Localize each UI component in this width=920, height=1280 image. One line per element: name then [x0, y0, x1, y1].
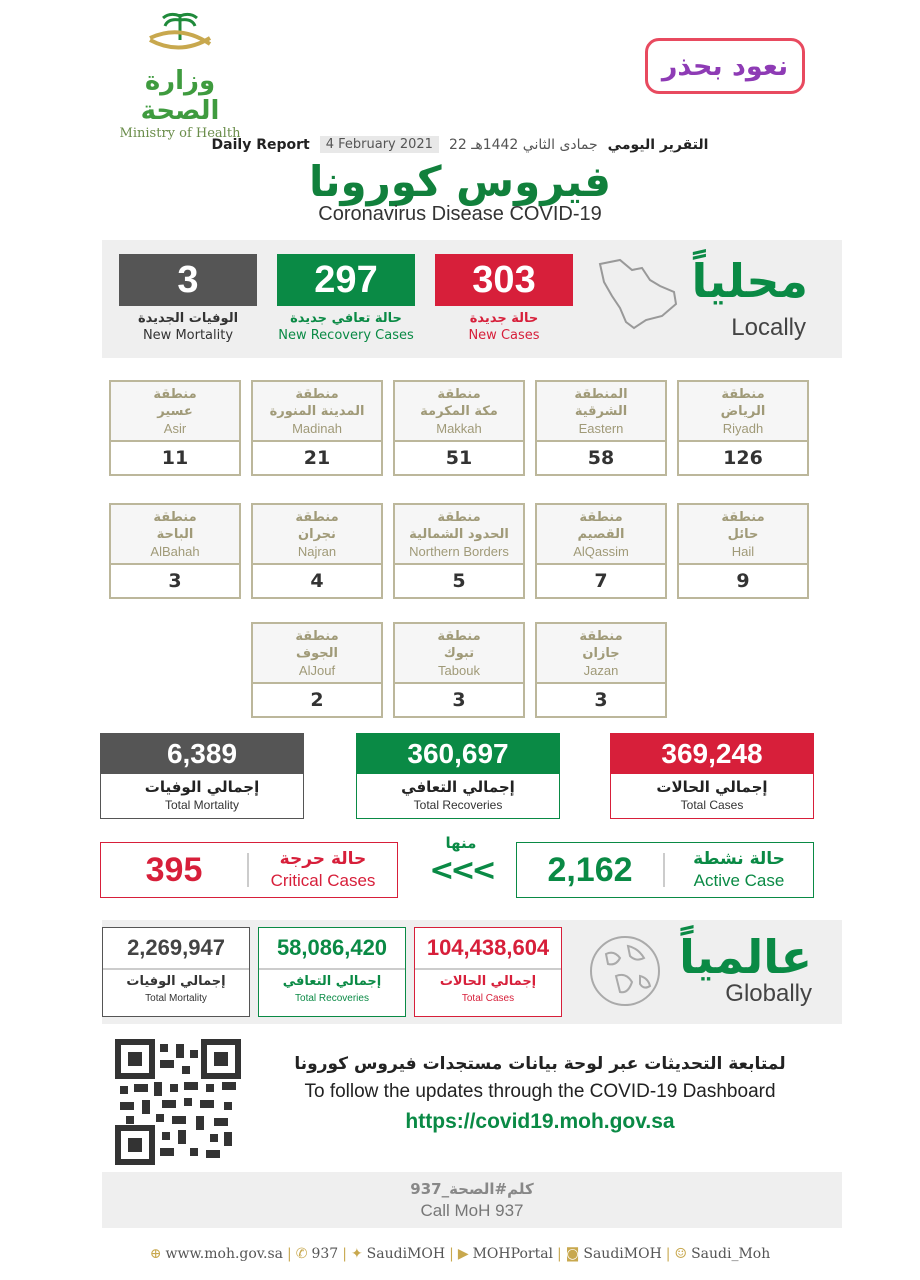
region-name-ar: الرياض: [720, 404, 766, 419]
region-card: [677, 503, 809, 599]
date-ar: 22 جمادى الثاني 1442هـ: [448, 136, 598, 153]
region-name-ar: جازان: [582, 646, 620, 661]
follow-arabic: لمتابعة التحديثات عبر لوحة بيانات مستجدات فيروس كورونا: [294, 1054, 786, 1074]
dashboard-follow: [260, 1050, 820, 1138]
region-name-ar: الحدود الشمالية: [409, 527, 509, 542]
total-mortality-value: 6,389: [101, 734, 303, 774]
region-name-en: Hail: [731, 544, 755, 559]
region-name-ar: الجوف: [296, 646, 338, 661]
region-card: [535, 380, 667, 476]
new-recovery-en: New Recovery Cases: [278, 328, 414, 343]
region-card: [109, 503, 241, 599]
web-icon: ⊕: [149, 1246, 162, 1262]
of-which-indicator: [416, 834, 506, 890]
of-which-label: منها: [445, 834, 477, 852]
region-value: 51: [445, 447, 473, 469]
active-cases-value: 2,162: [547, 850, 633, 889]
region-name-ar: القصيم: [577, 527, 625, 542]
critical-cases-box: [100, 842, 398, 898]
footer-youtube[interactable]: MOHPortal: [472, 1246, 554, 1262]
region-card: [251, 503, 383, 599]
global-mortality-value: 2,269,947: [103, 928, 249, 970]
globally-section: [102, 920, 842, 1024]
locally-title-en: Locally: [731, 314, 806, 341]
active-cases-box: [516, 842, 814, 898]
slogan-badge: نعود بحذر: [645, 38, 805, 94]
total-cases-ar: إجمالي الحالات: [656, 778, 768, 796]
new-cases-ar: حالة جديدة: [469, 311, 539, 326]
footer-links: ⊕ www.moh.gov.sa | ✆ 937 | ✦ SaudiMOH | ▶ MOHPortal | ◙ SaudiMOH | ☺ Saudi_Moh: [149, 1246, 771, 1262]
locally-title-ar: محلياً: [691, 254, 808, 308]
region-card: [677, 380, 809, 476]
title-english: Coronavirus Disease COVID-19: [318, 203, 602, 225]
region-name-ar: الباحة: [156, 527, 194, 542]
region-name-en: Riyadh: [722, 421, 764, 436]
region-prefix: منطقة: [579, 629, 623, 644]
region-prefix: منطقة: [721, 510, 765, 525]
global-recoveries-ar: إجمالي التعافي: [282, 974, 382, 989]
region-name-en: Madinah: [292, 421, 342, 436]
new-cases-en: New Cases: [468, 328, 540, 343]
dashboard-link[interactable]: https://covid19.moh.gov.sa: [405, 1110, 675, 1133]
region-prefix: منطقة: [437, 510, 481, 525]
globally-title-en: Globally: [725, 980, 812, 1007]
global-cases-ar: إجمالي الحالات: [439, 974, 537, 989]
region-prefix: منطقة: [721, 387, 765, 402]
footer-snapchat[interactable]: Saudi_Moh: [691, 1246, 771, 1262]
region-value: 4: [310, 570, 324, 592]
region-name-en: Najran: [297, 544, 337, 559]
region-name-ar: عسير: [157, 404, 193, 419]
new-recovery-label: [266, 310, 426, 344]
region-card: [251, 622, 383, 718]
global-recoveries-en: Total Recoveries: [295, 993, 369, 1004]
qr-code[interactable]: [114, 1038, 242, 1166]
region-card: [251, 380, 383, 476]
region-name-en: Asir: [163, 421, 187, 436]
active-cases-ar: حالة نشطة: [693, 849, 785, 869]
region-prefix: منطقة: [437, 629, 481, 644]
critical-cases-en: Critical Cases: [270, 871, 376, 890]
date-en: 4 February 2021: [320, 136, 439, 153]
region-card: [535, 503, 667, 599]
phone-icon: ✆: [295, 1246, 308, 1262]
region-prefix: منطقة: [295, 387, 339, 402]
total-cases: [610, 733, 814, 819]
call-english: Call MoH 937: [420, 1201, 524, 1220]
critical-cases-ar: حالة حرجة: [279, 849, 367, 869]
new-mortality-en: New Mortality: [142, 328, 234, 343]
report-line: [200, 136, 720, 153]
footer-phone[interactable]: 937: [311, 1246, 339, 1262]
logo-arabic: وزارة الصحة: [140, 66, 220, 126]
new-recovery-value: 297: [277, 254, 415, 306]
region-name-ar: حائل: [727, 527, 759, 542]
region-prefix: منطقة: [295, 629, 339, 644]
global-mortality-ar: إجمالي الوفيات: [126, 974, 226, 989]
region-value: 3: [594, 689, 608, 711]
region-value: 7: [594, 570, 608, 592]
footer-twitter[interactable]: SaudiMOH: [366, 1246, 446, 1262]
locally-section: [102, 240, 842, 358]
region-card: [535, 622, 667, 718]
global-cases-en: Total Cases: [461, 993, 515, 1004]
region-card: [393, 503, 525, 599]
new-recovery-ar: حالة تعافي جديدة: [290, 311, 402, 326]
active-cases-en: Active Case: [693, 871, 785, 890]
youtube-icon: ▶: [457, 1246, 469, 1262]
saudi-map-icon: [590, 252, 682, 332]
global-mortality-en: Total Mortality: [145, 993, 207, 1004]
region-name-ar: المدينة المنورة: [269, 404, 365, 419]
region-value: 9: [736, 570, 750, 592]
instagram-icon: ◙: [565, 1246, 580, 1262]
total-cases-value: 369,248: [611, 734, 813, 774]
footer-website[interactable]: www.moh.gov.sa: [165, 1246, 284, 1262]
total-recoveries-ar: إجمالي التعافي: [401, 778, 515, 796]
region-value: 58: [587, 447, 615, 469]
region-name-en: Jazan: [583, 663, 619, 678]
total-mortality-en: Total Mortality: [164, 798, 240, 812]
arrows-left-icon: <<<: [429, 853, 493, 888]
region-value: 11: [161, 447, 189, 469]
new-mortality-value: 3: [119, 254, 257, 306]
region-card: [393, 380, 525, 476]
report-ar: التقرير اليومي: [607, 136, 709, 153]
global-cases: [414, 927, 562, 1017]
total-mortality-ar: إجمالي الوفيات: [144, 778, 260, 796]
globally-title-ar: عالمياً: [679, 930, 812, 984]
new-cases-value: 303: [435, 254, 573, 306]
region-name-en: Tabouk: [438, 663, 480, 678]
region-name-en: AlBahah: [150, 544, 200, 559]
total-mortality: [100, 733, 304, 819]
region-value: 126: [723, 447, 763, 469]
region-value: 5: [452, 570, 466, 592]
region-name-en: AlQassim: [573, 544, 629, 559]
new-mortality-label: [108, 310, 268, 344]
global-cases-value: 104,438,604: [415, 928, 561, 970]
palm-swords-icon: [110, 10, 250, 66]
region-value: 3: [452, 689, 466, 711]
globe-icon: [586, 932, 664, 1010]
twitter-icon: ✦: [350, 1246, 363, 1262]
global-recoveries-value: 58,086,420: [259, 928, 405, 970]
region-prefix: منطقة: [579, 510, 623, 525]
new-cases-label: [424, 310, 584, 344]
region-name-en: AlJouf: [298, 663, 336, 678]
snapchat-icon: ☺: [674, 1246, 688, 1262]
region-value: 21: [303, 447, 331, 469]
region-name-en: Makkah: [436, 421, 482, 436]
follow-english: To follow the updates through the COVID-19 Dashboard: [304, 1081, 776, 1102]
call-hashtag: كلم#الصحة_937: [410, 1180, 534, 1198]
region-name-ar: الشرقية: [574, 404, 628, 419]
total-recoveries: [356, 733, 560, 819]
call-section: [102, 1172, 842, 1228]
total-cases-en: Total Cases: [680, 798, 744, 812]
region-name-ar: نجران: [298, 527, 336, 542]
region-prefix: منطقة: [437, 387, 481, 402]
critical-cases-value: 395: [145, 850, 203, 889]
region-name-en: Northern Borders: [409, 544, 509, 559]
region-card: [393, 622, 525, 718]
region-value: 3: [168, 570, 182, 592]
total-recoveries-value: 360,697: [357, 734, 559, 774]
logo-english: Ministry of Health: [119, 126, 241, 141]
global-recoveries: [258, 927, 406, 1017]
region-value: 2: [310, 689, 324, 711]
new-mortality-ar: الوفيات الجديدة: [137, 311, 239, 326]
region-name-ar: مكة المكرمة: [420, 404, 498, 419]
moh-logo: [110, 10, 250, 141]
region-name-ar: تبوك: [443, 646, 475, 661]
total-recoveries-en: Total Recoveries: [413, 798, 503, 812]
region-prefix: منطقة: [153, 387, 197, 402]
region-prefix: منطقة: [153, 510, 197, 525]
region-name-en: Eastern: [578, 421, 624, 436]
region-prefix: منطقة: [295, 510, 339, 525]
footer-instagram[interactable]: SaudiMOH: [583, 1246, 662, 1262]
region-prefix: المنطقة: [574, 387, 628, 402]
region-card: [109, 380, 241, 476]
report-en: Daily Report: [211, 136, 310, 153]
global-mortality: [102, 927, 250, 1017]
title-arabic: فيروس كورونا: [308, 157, 612, 206]
